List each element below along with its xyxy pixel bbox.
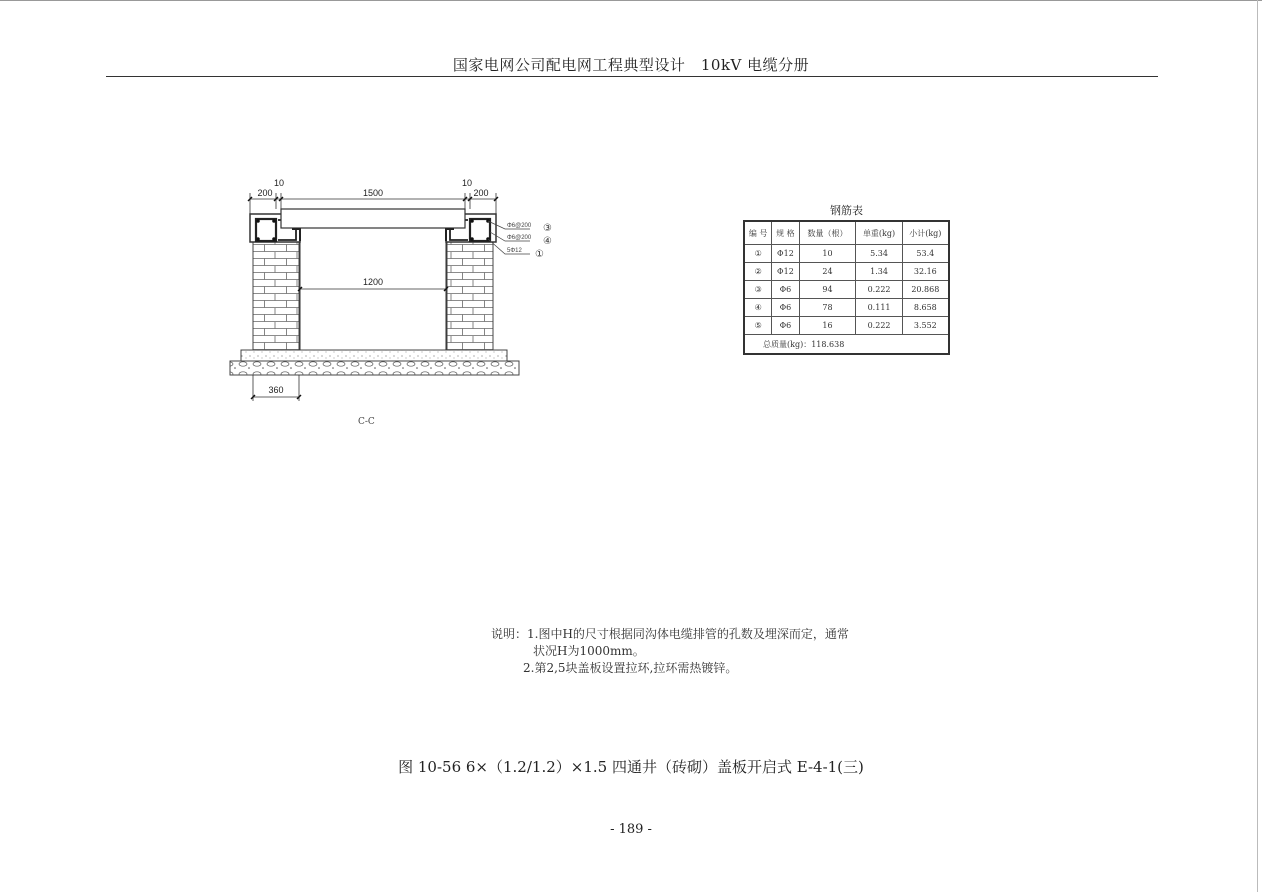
cell-id: ③ bbox=[744, 281, 772, 299]
cell-id: ⑤ bbox=[744, 317, 772, 335]
cell-spec: Φ6 bbox=[772, 299, 799, 317]
col-header-id: 编 号 bbox=[744, 221, 772, 245]
cell-spec: Φ6 bbox=[772, 281, 799, 299]
col-header-unit-weight: 单重(kg) bbox=[856, 221, 902, 245]
callout-num-3: ① bbox=[535, 249, 544, 260]
callout-text-2: Φ6@200 bbox=[507, 235, 532, 241]
table-row bbox=[744, 299, 949, 317]
section-label: C-C bbox=[358, 417, 375, 427]
cell-unit-weight: 1.34 bbox=[856, 263, 902, 281]
note-line-1: 说明：1.图中H的尺寸根据同沟体电缆排管的孔数及埋深而定，通常 bbox=[491, 627, 849, 641]
cell-unit-weight: 0.222 bbox=[856, 281, 902, 299]
concrete-slab bbox=[241, 350, 507, 361]
cell-count: 78 bbox=[799, 299, 856, 317]
dim-inner: 1200 bbox=[362, 277, 384, 287]
col-header-spec: 规 格 bbox=[772, 221, 799, 245]
left-brick-wall bbox=[253, 242, 299, 350]
dim-right-wall: 200 bbox=[473, 188, 489, 198]
dim-top-left-gap: 10 bbox=[273, 178, 285, 188]
rebar-table-header-row bbox=[744, 221, 949, 245]
cell-id: ① bbox=[744, 245, 772, 263]
cell-spec: Φ12 bbox=[772, 245, 799, 263]
table-row bbox=[744, 263, 949, 281]
cell-spec: Φ12 bbox=[772, 263, 799, 281]
note-line-2: 状况H为1000mm。 bbox=[533, 644, 645, 658]
figure-caption: 图 10-56 6×（1.2/1.2）×1.5 四通井（砖砌）盖板开启式 E-4-1(三) bbox=[398, 758, 864, 776]
dim-span: 1500 bbox=[362, 188, 384, 198]
table-row bbox=[744, 245, 949, 263]
table-row bbox=[744, 281, 949, 299]
note-line-3: 2.第2,5块盖板设置拉环,拉环需热镀锌。 bbox=[523, 661, 738, 675]
rebar-total: 总质量(kg)：118.638 bbox=[744, 335, 949, 355]
dim-left-wall: 200 bbox=[257, 188, 273, 198]
col-header-subtotal: 小计(kg) bbox=[902, 221, 949, 245]
cell-count: 10 bbox=[799, 245, 856, 263]
table-row bbox=[744, 317, 949, 335]
dim-footing: 360 bbox=[268, 385, 284, 395]
cell-subtotal: 20.868 bbox=[902, 281, 949, 299]
cell-unit-weight: 0.222 bbox=[856, 317, 902, 335]
col-header-count: 数量（根） bbox=[799, 221, 856, 245]
cell-count: 24 bbox=[799, 263, 856, 281]
notes bbox=[491, 626, 849, 677]
dim-top-right-gap: 10 bbox=[461, 178, 473, 188]
callout-text-1: Φ6@200 bbox=[507, 223, 532, 229]
page-number: - 189 - bbox=[610, 822, 652, 837]
cell-subtotal: 53.4 bbox=[902, 245, 949, 263]
cover-slab bbox=[281, 209, 465, 228]
cell-unit-weight: 5.34 bbox=[856, 245, 902, 263]
cell-id: ② bbox=[744, 263, 772, 281]
cell-unit-weight: 0.111 bbox=[856, 299, 902, 317]
cell-id: ④ bbox=[744, 299, 772, 317]
cell-subtotal: 32.16 bbox=[902, 263, 949, 281]
rebar-table-title: 钢筋表 bbox=[830, 204, 863, 217]
callout-num-2: ④ bbox=[543, 236, 552, 247]
rebar-table bbox=[743, 220, 950, 355]
cell-spec: Φ6 bbox=[772, 317, 799, 335]
rebar-total-row bbox=[744, 335, 949, 355]
gravel-base bbox=[230, 361, 519, 375]
cell-subtotal: 3.552 bbox=[902, 317, 949, 335]
cell-count: 16 bbox=[799, 317, 856, 335]
callout-text-3: 5Φ12 bbox=[507, 248, 522, 254]
cell-subtotal: 8.658 bbox=[902, 299, 949, 317]
cell-count: 94 bbox=[799, 281, 856, 299]
right-brick-wall bbox=[447, 242, 493, 350]
callout-num-1: ③ bbox=[543, 223, 552, 234]
page-header: 国家电网公司配电网工程典型设计 10kV 电缆分册 bbox=[452, 56, 810, 74]
